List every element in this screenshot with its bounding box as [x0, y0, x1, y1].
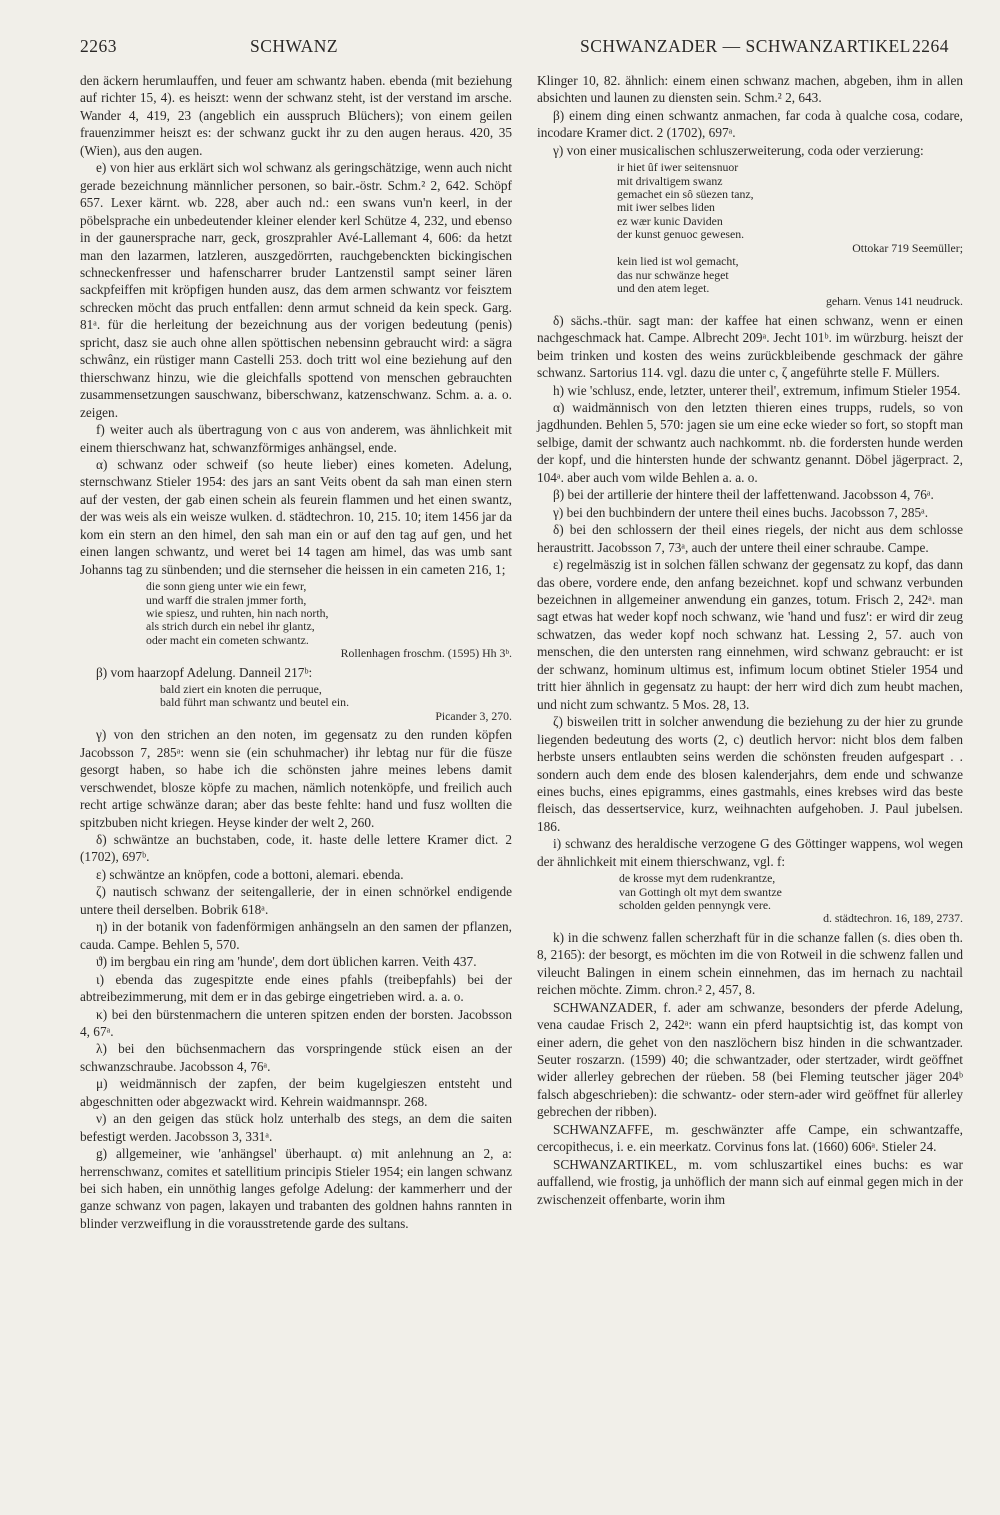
- right-page-number: 2264: [912, 36, 949, 56]
- paragraph: f) weiter auch als übertragung von c aus von anderem, was ähnlichkeit mit einem thierschwanz hat, schwanzförmiges anhängsel, ende.: [80, 422, 512, 455]
- verse-line: bald führt man schwantz und beutel ein.: [160, 695, 350, 710]
- verse-quote: [617, 161, 963, 308]
- verse-source: Ottokar 719 Seemüller;: [852, 240, 963, 255]
- verse-line: wie spiesz, und ruhten, hin nach north,: [146, 605, 329, 620]
- verse-source: geharn. Venus 141 neudruck.: [825, 294, 963, 309]
- verse-line: ir hiet ûf iwer seitensnuor: [617, 160, 739, 175]
- paragraph: δ) schwäntze an buchstaben, code, it. haste delle lettere Kramer dict. 2 (1702), 697ᵇ.: [80, 831, 512, 865]
- paragraph: δ) bei den schlossern der theil eines riegels, der nicht aus dem schlosse heraustritt. Jacobsson 7, 73ᵃ, auch der untere theil einer schraube. Campe.: [537, 522, 963, 555]
- paragraph: γ) von den strichen an den noten, im gegensatz zu den runden köpfen Jacobsson 7, 285ᵃ: wenn sie (ein schuhmacher) ihr lebtag nur für die füsze gesorgt haben, so habe ich die schönsten jahre meines lebens damit verschwendet, blosze köpfe zu machen, nämlich notenköpfe, und freilich auch recht artige schwänze daran; aber das beste fehlte: hand und fusz wollten die spitzbuben nicht kriegen. Heyse kinder der welt 2, 260.: [80, 727, 512, 830]
- verse-line: kein lied ist wol gemacht,: [617, 254, 739, 269]
- verse-source: Rollenhagen froschm. (1595) Hh 3ᵇ.: [340, 646, 512, 661]
- verse-line: das nur schwänze heget: [617, 267, 729, 282]
- paragraph: γ) bei den buchbindern der untere theil eines buchs. Jacobsson 7, 285ᵃ.: [553, 504, 929, 520]
- verse-line: der kunst genuoc gewesen.: [617, 227, 745, 242]
- paragraph: κ) bei den bürstenmachern die unteren spitzen enden der borsten. Jacobsson 4, 67ᵃ.: [80, 1006, 512, 1039]
- verse-line: scholden gelden pennyngk vere.: [619, 898, 772, 913]
- paragraph: γ) von einer musicalischen schluszerweiterung, coda oder verzierung:: [553, 142, 924, 158]
- right-column: [537, 72, 963, 1208]
- verse-source: d. städtechron. 16, 189, 2737.: [823, 911, 963, 926]
- verse-line: die sonn gieng unter wie ein fewr,: [146, 579, 307, 594]
- paragraph: e) von hier aus erklärt sich wol schwanz als geringschätzige, wenn auch nicht gerade bezeichnung männlicher personen, so bair.-östr. Schm.² 2, 642. Schöpf 657. Lexer kärnt. wb. 228, aber auch nd.: een swans vun'n keerl, in der pöbelsprache ein unbedeutender kleiner elender kerl Schütze 4, 232, und ebenso in der gaunersprache narr, geck, groszprahler Avé-Lallemant 4, 606: da hetzt man den lazarmen, latzleren, auszgedörrten, rauchgebenckten bickingischen schneckenfresser und hafenscharrer bruder Lantzenstil sampt seiner lären sackpfeiffen mit kröpfigen hunden ausz, das dem armen schwantz vor feisztem schrecken möcht das pruch entfallen: denn armut schneid da kein speck. Garg. 81ᵃ. für die herleitung der bezeichnung aus der vorigen bedeutung (penis) spricht, dasz sie auch ohne allen spöttischen nebensinn gebraucht wird: a sägra schwânz, ein rüstiger mann Castelli 253. doch tritt wol eine beziehung auf den thierschwanz hinzu, wie die gleichfalls spottend von menschen gebrauchten zusammensetzungen sauschwanz, biberschwanz, katzenschwanz. Schm. a. a. o. zeigen.: [80, 160, 512, 420]
- paragraph: β) einem ding einen schwantz anmachen, far coda à qualche cosa, codare, incodare Kramer dict. 2 (1702), 697ᵃ.: [537, 107, 963, 141]
- paragraph: β) bei der artillerie der hintere theil der laffettenwand. Jacobsson 4, 76ᵃ.: [553, 487, 934, 503]
- verse-source: Picander 3, 270.: [435, 708, 512, 723]
- paragraph: μ) weidmännisch der zapfen, der beim kugelgieszen entsteht und abgeschnitten oder abgezwackt wird. Kehrein waidmannspr. 268.: [80, 1076, 512, 1109]
- verse-line: mit iwer selbes liden: [617, 200, 715, 215]
- paragraph: ϑ) im bergbau ein ring am 'hunde', dem dort üblichen karren. Veith 437.: [96, 954, 477, 970]
- verse-line: mit drivaltigem swanz: [617, 173, 723, 188]
- paragraph: ι) ebenda das zugespitzte ende eines pfahls (treibepfahls) bei der abtreibezimmerung, mit dem er in das gebirge eingetrieben wird. a. a. o.: [80, 971, 512, 1005]
- paragraph: δ) sächs.-thür. sagt man: der kaffee hat einen schwanz, wenn er einen nachgeschmack hat. Campe. Albrecht 209ᵃ. Jecht 101ᵇ. im würzburg. heiszt der beim trinken und kosten des weins zurückbleibende geschmack der gähre schwanz. Sartorius 114. vgl. dazu die unter c, ζ angeführte stelle F. Müllers.: [537, 312, 963, 381]
- paragraph: ζ) nautisch schwanz der seitengallerie, der in einen schnörkel endigende untere theil derselben. Bobrik 618ᵃ.: [80, 884, 512, 917]
- paragraph: λ) bei den büchsenmachern das vorspringende stück eisen an der schwanzschraube. Jacobsson 4, 76ᵃ.: [80, 1041, 512, 1074]
- left-column: [80, 72, 512, 1232]
- paragraph: α) schwanz oder schweif (so heute lieber) eines kometen. Adelung, sternschwanz Stieler 1954: des jars an sant Veits obent da sah man einen stern auf der vesten, der gab einen schein als feurein flammen und het einen swantz, der was weis als ein weisze wulken. d. städtechron. 10, 215. 10; item 1456 jar da kom ein stern an den himel, den sah man ein or auf den tag auf gen, und het einen langen schwantz, und weret bei 14 tagen am himel, das was umb sant Johanns tag zu sünbenden; und die sternseher die heissen in ein cameten 216, 1;: [80, 456, 512, 577]
- paragraph: den äckern herumlauffen, und feuer am schwantz haben. ebenda (mit beziehung auf richter 15, 4). es heiszt: wenn der schwanz steht, ist der verstand im arsche. Wander 4, 419, 23 (angeblich ein ausspruch Blüchers); von einem geilen frauenzimmer heiszt es: der schwanz guckt ihr zu den augen heraus. 420, 35 (Wien), aus den augen.: [80, 73, 512, 158]
- verse-line: de krosse myt dem rudenkrantze,: [619, 871, 776, 886]
- paragraph: α) waidmännisch von den letzten thieren eines trupps, rudels, so von jagdhunden. Behlen 5, 570: jagen sie um eine ecke wieder so fort, so stopft man selbige, damit der schwantz auch nachkommt. nb. die fordersten hunde werden der kopf, und die hintersten hunde der schwantz genannt. Döbel jägerpract. 2, 104ᵃ. aber auch vom wilde Behlen a. a. o.: [537, 400, 963, 485]
- verse-quote: [160, 683, 512, 723]
- paragraph: η) in der botanik von fadenförmigen anhängseln an den samen der pflanzen, cauda. Campe. Behlen 5, 570.: [80, 919, 512, 952]
- entry-schwanzartikel: SCHWANZARTIKEL, m. vom schluszartikel eines buchs: es war auffallend, wie frostig, ja unhöflich der mann sich auf einmal gegen mich in der zwischenzeit offenbarte, worin ihm: [537, 1156, 963, 1207]
- left-running-title: SCHWANZ: [250, 36, 339, 56]
- verse-quote: [146, 580, 512, 660]
- verse-line: gemachet ein sô süezen tanz,: [617, 187, 754, 202]
- verse-line: und warff die stralen jmmer forth,: [146, 592, 307, 607]
- paragraph: k) in die schwenz fallen scherzhaft für in die schanze fallen (s. dies oben th. 8, 2165): der besorgt, es möchten im die von Rotweil in die schwenz fallen und vileucht Balingen in einem schein einnehmen, das im hernach zu nachtail reichen möchte. Zimm. chron.² 2, 457, 8.: [537, 929, 963, 998]
- page-header: [0, 36, 1000, 66]
- paragraph: Klinger 10, 82. ähnlich: einem einen schwanz machen, abgeben, ihm in allen absichten und launen zu diensten sein. Schm.² 2, 643.: [537, 73, 963, 106]
- verse-line: und den atem leget.: [617, 280, 710, 295]
- paragraph: ε) regelmäszig ist in solchen fällen schwanz der gegensatz zu kopf, das dann das obere, vordere ende, den anfang bezeichnet. kopf und schwanz verbunden bezeichnen in allgemeiner anwendung ein ganzes, totum. Frisch 2, 242ᵃ. man sagt etwas hat weder kopf noch schwanz, wie 'hand und fusz': er wird dir zeug schwatzen, das weder kopf noch schwanz hat. Lessing 2, 57. auch von menschen, die den untersten rang einnehmen, wird schwanz gebraucht: er ist der schwanz, hominum ultimus est, infimum locum obtinet Stieler 1954 und tritt hier ähnlich in gegensatz zu haupt: der herr wird dich zum heubt machen, und nicht zum schwantz. 5 Mos. 28, 13.: [537, 557, 963, 712]
- left-page-number: 2263: [80, 36, 117, 56]
- entry-schwanzaffe: SCHWANZAFFE, m. geschwänzter affe Campe, ein schwantzaffe, cercopithecus, i. e. ein meerkatz. Corvinus fons lat. (1660) 606ᵃ. Stieler 24.: [537, 1121, 963, 1155]
- verse-line: van Gottingh olt myt dem swantze: [619, 884, 782, 899]
- verse-quote: [619, 872, 963, 926]
- paragraph: ζ) bisweilen tritt in solcher anwendung die beziehung zu der hier zu grunde liegenden bedeutung des worts (2, c) deutlich hervor: nicht blos dem falben herbste unsers entlaubten seins werden die schönsten freuden aufgespart . . sondern auch dem ende des blosen kalenderjahrs, dem ende und schwanze eines buchs, eines epigramms, eines gastmahls, eines krebses wird das beste fleisch, das dessertservice, kurz, weihnachten aufgehoben. J. Paul jubelsen. 186.: [537, 714, 963, 834]
- paragraph: ν) an den geigen das stück holz unterhalb des stegs, an dem die saiten befestigt werden. Jacobsson 3, 331ᵃ.: [80, 1111, 512, 1144]
- entry-schwanzader: SCHWANZADER, f. ader am schwanze, besonders der pferde Adelung, vena caudae Frisch 2, 242ᵃ: wann ein pferd hauptsichtig ist, das kompt von einer adern, die gehet von den naszlöchern bisz hinden in die schwantzader. Seuter roszarzn. (1599) 40; die schwantzader, oder stertzader, wirdt geöffnet wider allerley gebrechen der rüeben. 58 (bei Fleming teutscher jäger 204ᵇ falsch abgeschrieben): die schwantz- oder stern-ader wird geöffnet für allerley gebrechen der ribben).: [537, 999, 963, 1120]
- verse-line: oder macht ein cometen schwantz.: [146, 632, 309, 647]
- verse-line: bald ziert ein knoten die perruque,: [160, 682, 322, 697]
- paragraph: ε) schwäntze an knöpfen, code a bottoni, alemari. ebenda.: [96, 866, 404, 882]
- paragraph: β) vom haarzopf Adelung. Danneil 217ᵇ:: [96, 664, 313, 680]
- verse-line: ez wær kunic Daviden: [617, 213, 723, 228]
- paragraph: i) schwanz des heraldische verzogene G des Göttinger wappens, wol wegen der ähnlichkeit mit einem thierschwanz, vgl. f:: [537, 836, 963, 869]
- verse-line: als strich durch ein nebel ihr glantz,: [146, 619, 315, 634]
- right-running-title: SCHWANZADER — SCHWANZARTIKEL: [580, 36, 911, 56]
- paragraph: h) wie 'schlusz, ende, letzter, unterer theil', extremum, infimum Stieler 1954.: [553, 382, 961, 398]
- paragraph: g) allgemeiner, wie 'anhängsel' überhaupt. α) mit anlehnung an 2, a: herrenschwanz, comites et satellitium principis Stieler 1954; ein langen schwanz bei sich haben, ein unnöthig langes gefolge Adelung: der kammerherr und der ganze schwanz von pagen, lakayen und trabanten des goldnen hahns rannten in blinder verzweiflung in die vorausstretende garde des sultans.: [80, 1146, 512, 1231]
